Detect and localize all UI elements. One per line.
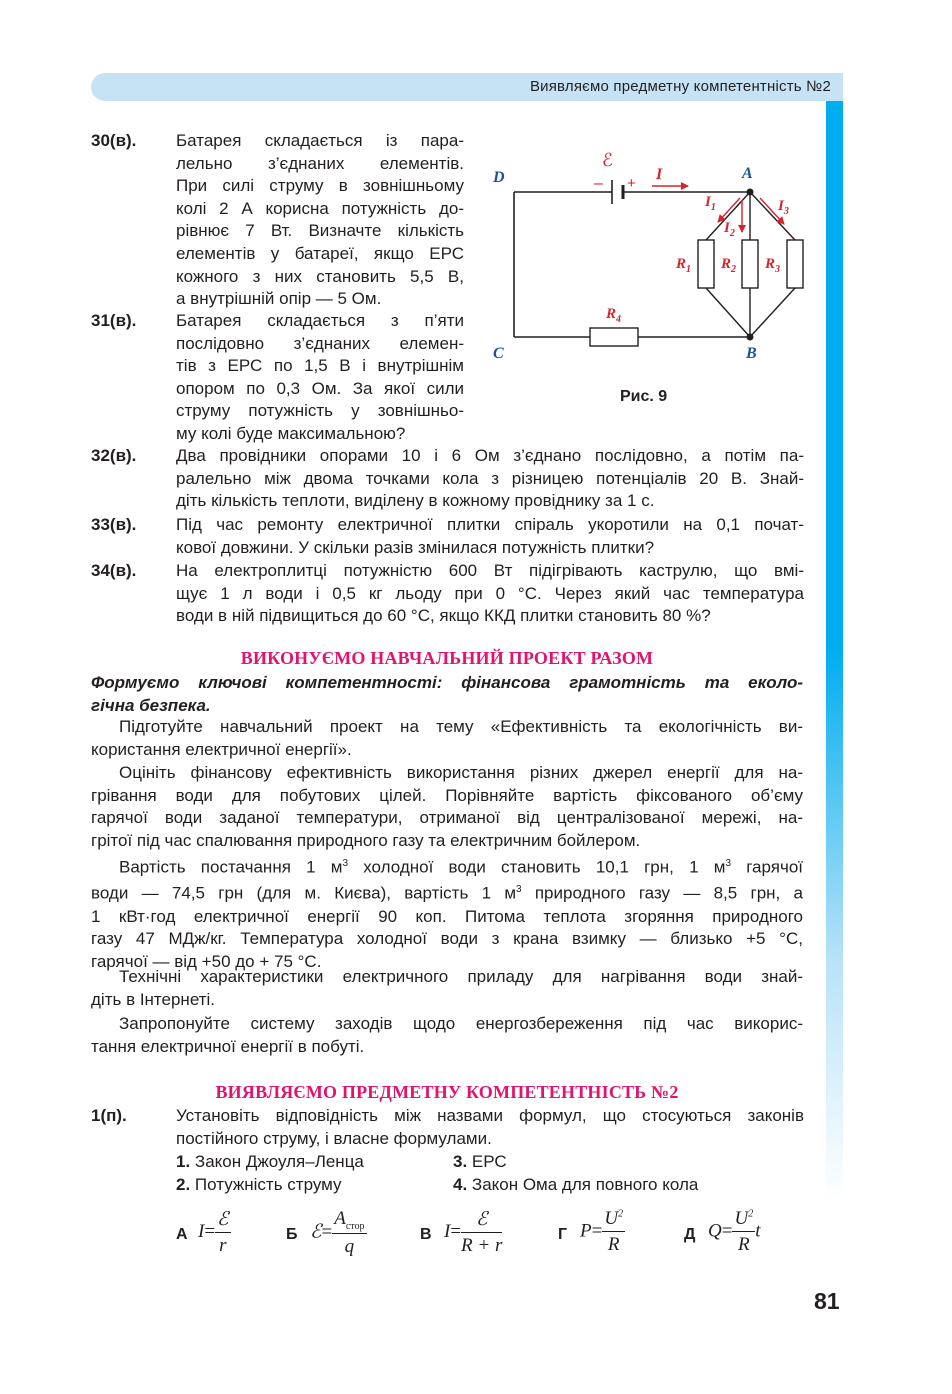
node-d-label: D xyxy=(493,169,505,186)
formula-b-letter: Б xyxy=(286,1226,298,1243)
formula-d-letter: Д xyxy=(684,1226,696,1243)
formula-g-letter: Г xyxy=(558,1226,568,1243)
problem-32-number: 32(в). xyxy=(91,446,137,465)
competence-section-title: ВИЯВЛЯЄМО ПРЕДМЕТНУ КОМПЕТЕНТНІСТЬ №2 xyxy=(215,1082,679,1102)
project-paragraph-2: Оцініть фінансову ефективність використання різних джерел енергії для на- грівання води для побутових цілей. Порівняйте вартість фіксованого об’єму гарячої води заданої температури, отриманої від централізованої мережі, на- грітої під час спалювання природного газу та електричним бойлером. xyxy=(91,763,803,850)
task-1-number: 1(п). xyxy=(91,1106,127,1125)
node-b-dot xyxy=(747,334,754,341)
figure-caption: Рис. 9 xyxy=(620,388,668,405)
emf-symbol: ℰ xyxy=(602,150,613,170)
option-2: 2. Потужність струму xyxy=(176,1175,342,1194)
resistor-r4 xyxy=(590,328,638,346)
current-i3-label: $I_3$ xyxy=(778,198,789,217)
task-1-text: Установіть відповідність між назвами формул, що стосуються законів постійного струму, і власне формулами. xyxy=(176,1106,804,1148)
wire-r1-b xyxy=(706,288,750,337)
node-c-label: C xyxy=(493,345,504,362)
current-i2-label: $I_2$ xyxy=(724,220,735,239)
formula-b: ℰ= $\frac{A_{стор}}{q}$ xyxy=(310,1208,365,1257)
project-paragraph-4: Технічні характеристики електричного приладу для нагрівання води знай- діть в Інтернеті. xyxy=(91,967,803,1009)
formula-d: Q= $\frac{U^2}{R}$ t xyxy=(708,1208,761,1255)
resistor-r2-label: $R_2$ xyxy=(721,256,737,275)
battery-plus: + xyxy=(627,175,636,192)
node-a-label: A xyxy=(742,165,753,182)
problem-31-text: Батарея складається з п’яти послідовно з’єднаних елемен- тів з ЕРС по 1,5 В і внутрішнім опором по 0,3 Ом. За якої сили струму потужність у зовнішньо- му колі буде максимальною? xyxy=(176,311,464,443)
formula-a-letter: А xyxy=(176,1226,188,1243)
running-header-title: Виявляємо предметну компетентність №2 xyxy=(529,78,831,95)
problem-33-number: 33(в). xyxy=(91,515,137,534)
option-3: 3. ЕРС xyxy=(453,1152,507,1171)
resistor-r1 xyxy=(698,240,714,288)
formula-g: P= $\frac{U^2}{R}$ xyxy=(580,1208,624,1255)
problem-34-text: На електроплитці потужністю 600 Вт підігрівають каструлю, що вмі- щує 1 л води і 0,5 кг льоду при 0 °С. Через який час температура води в ній підвищиться до 60 °С, якщо ККД плитки становить 80 %? xyxy=(176,561,804,626)
current-i1-arrow xyxy=(718,198,740,222)
current-i-label: I xyxy=(656,166,663,183)
resistor-r1-label: $R_1$ xyxy=(676,256,692,275)
option-1: 1. Закон Джоуля–Ленца xyxy=(176,1152,364,1171)
project-paragraph-5: Запропонуйте систему заходів щодо енергозбереження під час викорис- тання електричної енергії в побуті. xyxy=(91,1014,803,1056)
project-section-title: ВИКОНУЄМО НАВЧАЛЬНИЙ ПРОЕКТ РАЗОМ xyxy=(240,648,654,668)
battery-minus: – xyxy=(594,175,603,192)
formula-c-letter: В xyxy=(420,1226,432,1243)
resistor-r4-label: $R_4$ xyxy=(606,306,622,325)
formula-a: I= $\frac{\text{ℰ}}{r}$ xyxy=(198,1209,229,1256)
node-b-label: B xyxy=(746,345,757,362)
running-header xyxy=(91,73,843,101)
problem-30-text: Батарея складається із пара- лельно з’єднаних елементів. При силі струму в зовнішньому колі 2 А корисна потужність до- рівнює 7 Вт. Визначте кількість елементів у батареї, якщо ЕРС кожного з них становить 5,5 В, а внутрішній опір — 5 Ом. xyxy=(176,131,464,309)
problem-31-number: 31(в). xyxy=(91,311,137,330)
side-color-stripe xyxy=(826,101,843,1201)
resistor-r3-label: $R_3$ xyxy=(765,256,781,275)
problem-34-number: 34(в). xyxy=(91,561,137,580)
option-4: 4. Закон Ома для повного кола xyxy=(453,1175,699,1194)
project-paragraph-3: Вартість постачання 1 $м^3$ холодної води становить 10,1 грн, 1 $м^3$ гарячої води — 74,5 грн (для м. Києва), вартість 1 $м^3$ природного газу — 8,5 грн, а 1 кВт·год електричної енергії 90 коп. Питома теплота згоряння природного газу 47 МДж/кг. Температура холодної води з крана взимку — близько +5 °С, гарячої — від +50 до + 75 °С. xyxy=(91,857,803,971)
node-a-dot xyxy=(747,189,754,196)
problem-32-text: Два провідники опорами 10 і 6 Ом з’єднано послідовно, а потім па- ралельно між двома точками кола з різницею потенціалів 20 В. Знай- діть кількість теплоти, виділену в кожному провіднику за 1 с. xyxy=(176,446,804,511)
problem-33-text: Під час ремонту електричної плитки спіраль укоротили на 0,1 почат- кової довжини. У скільки разів змінилася потужність плитки? xyxy=(176,515,804,557)
page-number: 81 xyxy=(814,1288,840,1314)
project-paragraph-1: Підготуйте навчальний проект на тему «Ефективність та екологічність ви- користання електричної енергії». xyxy=(91,717,803,759)
resistor-r2 xyxy=(742,240,758,288)
formula-c: I= $\frac{\text{ℰ}}{R + r}$ xyxy=(444,1209,503,1256)
project-subtitle: Формуємо ключові компетентності: фінансова грамотність та еколо- гічна безпека. xyxy=(91,673,803,715)
circuit-diagram xyxy=(480,140,820,380)
resistor-r3 xyxy=(787,240,803,288)
current-i1-label: $I_1$ xyxy=(705,194,716,213)
wire-r3-b xyxy=(750,288,795,337)
problem-30-number: 30(в). xyxy=(91,131,137,150)
